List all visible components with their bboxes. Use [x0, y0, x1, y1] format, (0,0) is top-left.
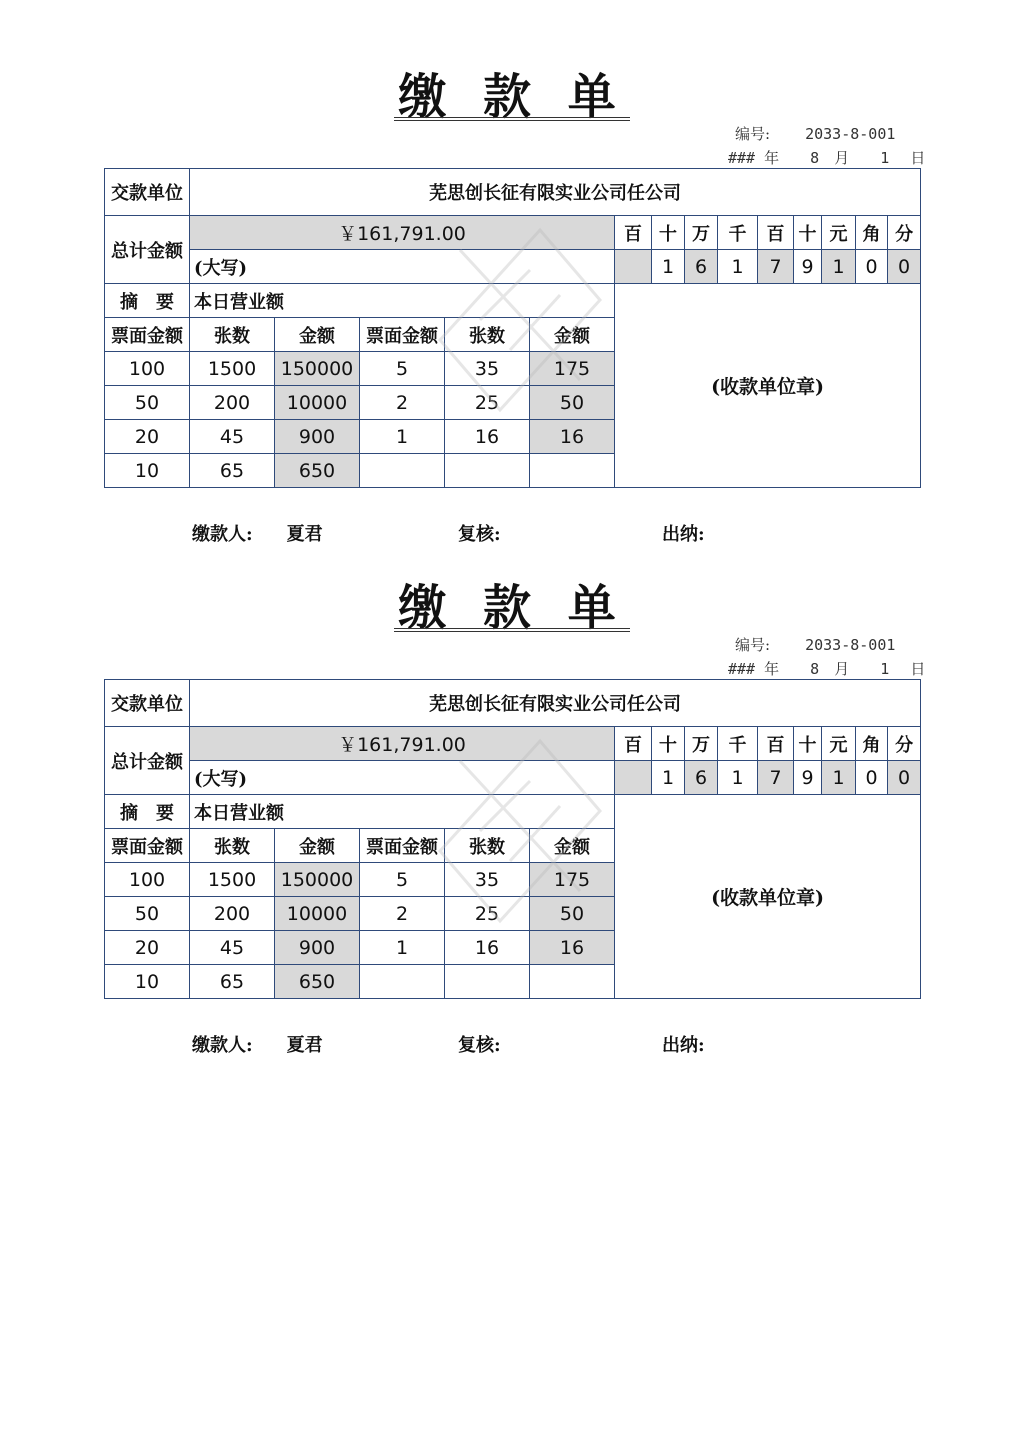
digit-header: 十	[652, 216, 685, 250]
digit-header: 元	[822, 727, 856, 761]
date-month-label: 月	[834, 149, 850, 167]
slip-number-label: 编号:	[735, 636, 771, 654]
summary-row	[105, 284, 921, 318]
digit-value: 1	[822, 761, 856, 795]
seal-area	[615, 795, 921, 999]
cell	[530, 965, 615, 999]
col-header: 票面金额	[360, 318, 445, 352]
payer-unit-row	[105, 680, 921, 727]
cell: 900	[275, 931, 360, 965]
digit-value	[615, 250, 652, 284]
col-header: 张数	[445, 318, 530, 352]
date-year: ###	[728, 149, 756, 167]
cell: 50	[105, 897, 190, 931]
digit-header: 元	[822, 216, 856, 250]
summary-row	[105, 795, 921, 829]
date-month: 8	[810, 660, 820, 678]
seal-area	[615, 284, 921, 488]
cell: 5	[360, 863, 445, 897]
cell: 20	[105, 931, 190, 965]
uppercase-label: (大写)	[190, 250, 615, 284]
payer-unit-row	[105, 169, 921, 216]
slip-number	[735, 634, 895, 655]
payer-label: 缴款人:	[192, 524, 253, 545]
cell: 200	[190, 897, 275, 931]
cell: 16	[445, 420, 530, 454]
cell	[530, 454, 615, 488]
cell: 16	[445, 931, 530, 965]
slip-table	[104, 679, 921, 999]
slip-number	[735, 123, 895, 144]
col-header: 票面金额	[105, 318, 190, 352]
summary-label: 摘 要	[105, 284, 190, 318]
cell: 900	[275, 420, 360, 454]
digit-value: 7	[758, 761, 794, 795]
digit-header: 千	[718, 727, 758, 761]
payer-unit-label: 交款单位	[105, 169, 190, 216]
col-header: 票面金额	[105, 829, 190, 863]
slip-number-value: 2033-8-001	[805, 125, 896, 143]
total-amount-row	[105, 727, 921, 761]
date-year-label: 年	[764, 149, 780, 167]
col-header: 张数	[190, 318, 275, 352]
slip-table	[104, 168, 921, 488]
col-header: 金额	[530, 829, 615, 863]
reviewer-label: 复核:	[458, 1035, 501, 1056]
digit-value: 1	[652, 761, 685, 795]
cell: 16	[530, 931, 615, 965]
digit-value: 6	[685, 250, 718, 284]
cell: 1500	[190, 863, 275, 897]
seal-label: (收款单位章)	[711, 376, 825, 398]
cell	[445, 454, 530, 488]
digit-header: 千	[718, 216, 758, 250]
digit-header: 角	[856, 216, 888, 250]
digit-value: 1	[652, 250, 685, 284]
summary-value: 本日营业额	[190, 795, 615, 829]
col-header: 张数	[190, 829, 275, 863]
summary-label: 摘 要	[105, 795, 190, 829]
cell: 1500	[190, 352, 275, 386]
uppercase-row	[105, 761, 921, 795]
slip-number-value: 2033-8-001	[805, 636, 896, 654]
payer-unit-value: 芜思创长征有限实业公司任公司	[190, 680, 921, 727]
cell	[360, 454, 445, 488]
digit-header: 十	[794, 216, 822, 250]
col-header: 金额	[530, 318, 615, 352]
payment-slip-1	[0, 0, 1024, 545]
slip-date	[728, 147, 925, 168]
cell: 2	[360, 386, 445, 420]
cell: 20	[105, 420, 190, 454]
digit-value: 1	[718, 761, 758, 795]
summary-value: 本日营业额	[190, 284, 615, 318]
slip-title: 缴 款 单	[0, 58, 1024, 127]
digit-value: 1	[718, 250, 758, 284]
date-day: 1	[880, 149, 890, 167]
digit-header: 分	[888, 727, 921, 761]
date-day: 1	[880, 660, 890, 678]
slip-title: 缴 款 单	[0, 569, 1024, 638]
cell: 200	[190, 386, 275, 420]
cell: 65	[190, 454, 275, 488]
digit-value: 6	[685, 761, 718, 795]
cell: 650	[275, 965, 360, 999]
cell: 1	[360, 420, 445, 454]
col-header: 金额	[275, 318, 360, 352]
total-amount-row	[105, 216, 921, 250]
payer-value: 夏君	[286, 524, 323, 545]
cell: 650	[275, 454, 360, 488]
total-label: 总计金额	[105, 216, 190, 284]
digit-value: 0	[888, 761, 921, 795]
digit-value	[615, 761, 652, 795]
cell: 175	[530, 352, 615, 386]
cell: 1	[360, 931, 445, 965]
cell: 16	[530, 420, 615, 454]
date-day-label: 日	[910, 660, 926, 678]
cell: 35	[445, 863, 530, 897]
digit-header: 分	[888, 216, 921, 250]
date-year-label: 年	[764, 660, 780, 678]
cell: 50	[105, 386, 190, 420]
digit-header: 百	[615, 216, 652, 250]
slip-date	[728, 658, 925, 679]
uppercase-row	[105, 250, 921, 284]
col-header: 金额	[275, 829, 360, 863]
cell: 100	[105, 352, 190, 386]
digit-value: 0	[856, 761, 888, 795]
digit-header: 万	[685, 216, 718, 250]
digit-header: 十	[794, 727, 822, 761]
cell: 10000	[275, 386, 360, 420]
col-header: 票面金额	[360, 829, 445, 863]
total-amount: ￥161,791.00	[190, 216, 615, 250]
cell: 65	[190, 965, 275, 999]
date-day-label: 日	[910, 149, 926, 167]
cell: 2	[360, 897, 445, 931]
payment-slip-2	[0, 511, 1024, 1056]
cashier-signature	[662, 1031, 705, 1057]
uppercase-label: (大写)	[190, 761, 615, 795]
cell: 5	[360, 352, 445, 386]
cell: 10	[105, 965, 190, 999]
digit-header: 百	[615, 727, 652, 761]
cell: 100	[105, 863, 190, 897]
cell: 35	[445, 352, 530, 386]
cell: 50	[530, 897, 615, 931]
slip-number-label: 编号:	[735, 125, 771, 143]
total-amount: ￥161,791.00	[190, 727, 615, 761]
total-label: 总计金额	[105, 727, 190, 795]
digit-value: 0	[888, 250, 921, 284]
seal-label: (收款单位章)	[711, 887, 825, 909]
cell: 25	[445, 386, 530, 420]
cell: 175	[530, 863, 615, 897]
cell: 25	[445, 897, 530, 931]
digit-value: 7	[758, 250, 794, 284]
cell: 45	[190, 931, 275, 965]
cell: 150000	[275, 863, 360, 897]
payer-unit-value: 芜思创长征有限实业公司任公司	[190, 169, 921, 216]
digit-value: 9	[794, 250, 822, 284]
digit-value: 9	[794, 761, 822, 795]
digit-header: 百	[758, 216, 794, 250]
digit-value: 1	[822, 250, 856, 284]
digit-header: 万	[685, 727, 718, 761]
cashier-label: 出纳:	[662, 524, 705, 545]
digit-header: 角	[856, 727, 888, 761]
cell: 50	[530, 386, 615, 420]
cell: 150000	[275, 352, 360, 386]
cell: 45	[190, 420, 275, 454]
payer-unit-label: 交款单位	[105, 680, 190, 727]
col-header: 张数	[445, 829, 530, 863]
reviewer-label: 复核:	[458, 524, 501, 545]
date-month: 8	[810, 149, 820, 167]
digit-value: 0	[856, 250, 888, 284]
payer-signature	[192, 1031, 323, 1057]
cell	[360, 965, 445, 999]
date-year: ###	[728, 660, 756, 678]
cell: 10000	[275, 897, 360, 931]
date-month-label: 月	[834, 660, 850, 678]
digit-header: 十	[652, 727, 685, 761]
payer-label: 缴款人:	[192, 1035, 253, 1056]
reviewer-signature	[458, 1031, 501, 1057]
cashier-label: 出纳:	[662, 1035, 705, 1056]
digit-header: 百	[758, 727, 794, 761]
payer-value: 夏君	[286, 1035, 323, 1056]
cell	[445, 965, 530, 999]
cell: 10	[105, 454, 190, 488]
